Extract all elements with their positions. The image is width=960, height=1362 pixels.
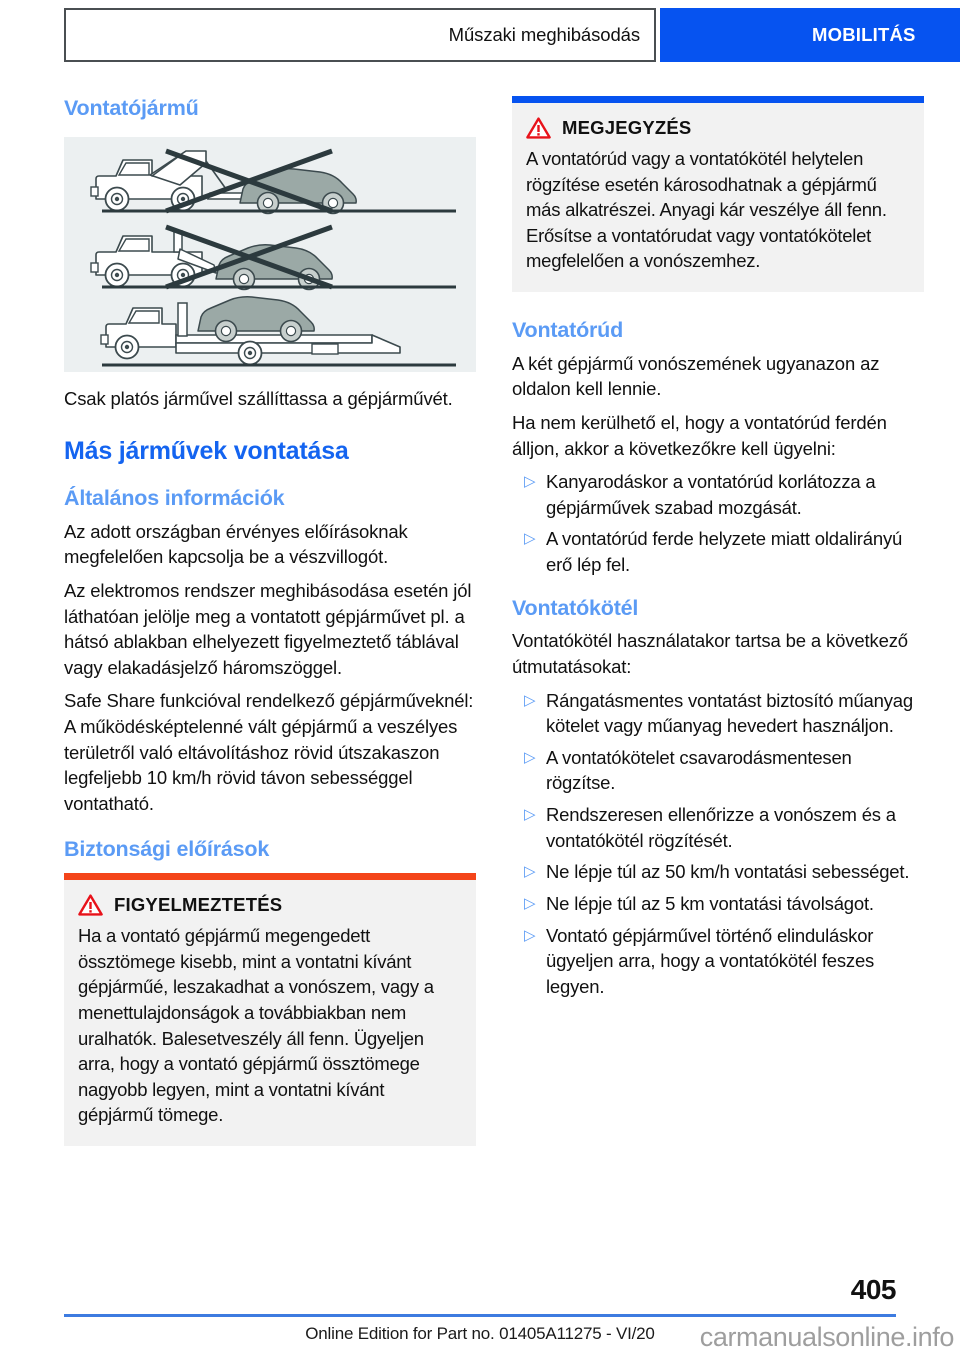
- bullet-triangle-icon: ▷: [524, 691, 536, 709]
- bullet-triangle-icon: ▷: [524, 748, 536, 766]
- bullet-triangle-icon: ▷: [524, 530, 536, 548]
- list-item: [512, 923, 924, 1000]
- list-item: [512, 469, 924, 520]
- header-section-label: MOBILITÁS: [812, 24, 916, 45]
- bullet-triangle-icon: ▷: [524, 926, 536, 944]
- heading-general-info: Általános információk: [64, 486, 285, 511]
- warning-triangle-icon: [526, 117, 551, 139]
- page-number: 405: [850, 1274, 896, 1305]
- list-item-label: Vontató gépjárművel történő elinduláskor ügyeljen arra, hogy a vontatókötél feszes legyen.: [546, 924, 875, 998]
- paragraph-towrope-1: Vontatókötél használatakor tartsa be a következő útmutatásokat:: [512, 630, 908, 677]
- heading-towrope: Vontatókötél: [512, 595, 639, 620]
- watermark-text: carmanualsonline.info: [699, 1322, 954, 1352]
- list-item: [512, 802, 924, 853]
- header-chapter-label: Műszaki meghibásodás: [448, 24, 640, 45]
- footer-divider: [64, 1314, 896, 1317]
- warning-callout-header: [78, 894, 462, 916]
- heading-towing-others: Más járművek vontatása: [64, 437, 349, 466]
- note-callout-body: A vontatórúd vagy a vontatókötél helytelen rögzítése esetén károsodhatnak a gépjármű más alkatrészei. Anyagi kár veszélye áll fenn. Erősítse a vontatórudat vagy vontatókötelet megfelelően a vonószemhez.: [526, 148, 887, 272]
- list-item: [512, 859, 924, 885]
- list-item-label: Rángatásmentes vontatást biztosító műanyag kötelet vagy műanyag hevedert használjon.: [546, 689, 913, 737]
- header-section-tab: [660, 8, 960, 62]
- warning-callout-title: FIGYELMEZTETÉS: [114, 894, 283, 916]
- list-item: [512, 688, 924, 739]
- bullet-triangle-icon: ▷: [524, 863, 536, 881]
- towing-illustration-svg: [64, 137, 476, 372]
- bullet-triangle-icon: ▷: [524, 806, 536, 824]
- heading-tow-vehicle: Vontatójármű: [64, 96, 199, 120]
- heading-towbar: Vontatórúd: [512, 318, 624, 343]
- paragraph-towbar-1: A két gépjármű vonószemének ugyanazon az oldalon kell lennie.: [512, 352, 880, 400]
- right-column: [512, 96, 924, 1006]
- list-item-label: A vontatókötelet csavarodásmentesen rögzítse.: [546, 746, 852, 794]
- towrope-bullet-list: [512, 688, 924, 1000]
- paragraph-general-3: Safe Share funkcióval rendelkező gépjárműveknél: A működésképtelenné vált gépjármű a veszélyes területről való eltávolításhoz rövid útszakaszon legfeljebb 10 km/h rövid távon sebességgel vontatható.: [64, 690, 474, 814]
- left-column: [64, 96, 476, 1146]
- paragraph-general-1: Az adott országban érvényes előírásoknak megfelelően kapcsolja be a vészvillogót.: [64, 520, 408, 568]
- heading-safety-rules: Biztonsági előírások: [64, 836, 270, 861]
- header-chapter-tab: [64, 8, 656, 62]
- paragraph-towbar-2: Ha nem kerülhető el, hogy a vontatórúd ferdén álljon, akkor a következőkre kell ügyelni:: [512, 411, 887, 459]
- list-item-label: Ne lépje túl az 5 km vontatási távolságot.: [546, 893, 874, 915]
- paragraph-general-2: Az elektromos rendszer meghibásodása esetén jól láthatóan jelölje meg a vontatott gépjárművet pl. a hátsó ablakban elhelyezett figyelmeztető táblával vagy elakadásjelző háromszöggel.: [64, 580, 472, 678]
- footer-edition-text: Online Edition for Part no. 01405A11275 - VI/20: [305, 1324, 655, 1343]
- note-callout-title: MEGJEGYZÉS: [562, 117, 692, 138]
- note-callout: [512, 96, 924, 292]
- warning-callout-body: Ha a vontató gépjármű megengedett össztömege kisebb, mint a vontatni kívánt gépjárműé, leszakadhat a vonószem, vagy a menettulajdonságok a továbbiakban nem uralhatók. Balesetveszély áll fenn. Ügyeljen arra, hogy a vontató gépjármű össztömege nagyobb legyen, mint a vontatni kívánt gépjármű tömege.: [78, 925, 434, 1126]
- list-item: [512, 526, 924, 577]
- figure-caption: Csak platós járművel szállíttassa a gépjárművét.: [64, 387, 453, 409]
- note-callout-header: [526, 117, 910, 139]
- towbar-bullet-list: [512, 469, 924, 577]
- list-item-label: A vontatórúd ferde helyzete miatt oldalirányú erő lép fel.: [546, 528, 903, 576]
- list-item-label: Kanyarodáskor a vontatórúd korlátozza a gépjárművek szabad mozgását.: [546, 471, 876, 518]
- warning-triangle-icon: [78, 894, 103, 916]
- towing-illustration: [64, 137, 476, 372]
- list-item-label: Rendszeresen ellenőrizze a vonószem és a vontatókötél rögzítését.: [546, 804, 896, 851]
- list-item: [512, 891, 924, 917]
- page-footer: [0, 1272, 960, 1362]
- warning-callout: [64, 873, 476, 1146]
- list-item-label: Ne lépje túl az 50 km/h vontatási sebességet.: [546, 861, 910, 883]
- bullet-triangle-icon: ▷: [524, 895, 536, 913]
- page-header: [0, 0, 960, 64]
- bullet-triangle-icon: ▷: [524, 473, 536, 491]
- list-item: [512, 745, 924, 796]
